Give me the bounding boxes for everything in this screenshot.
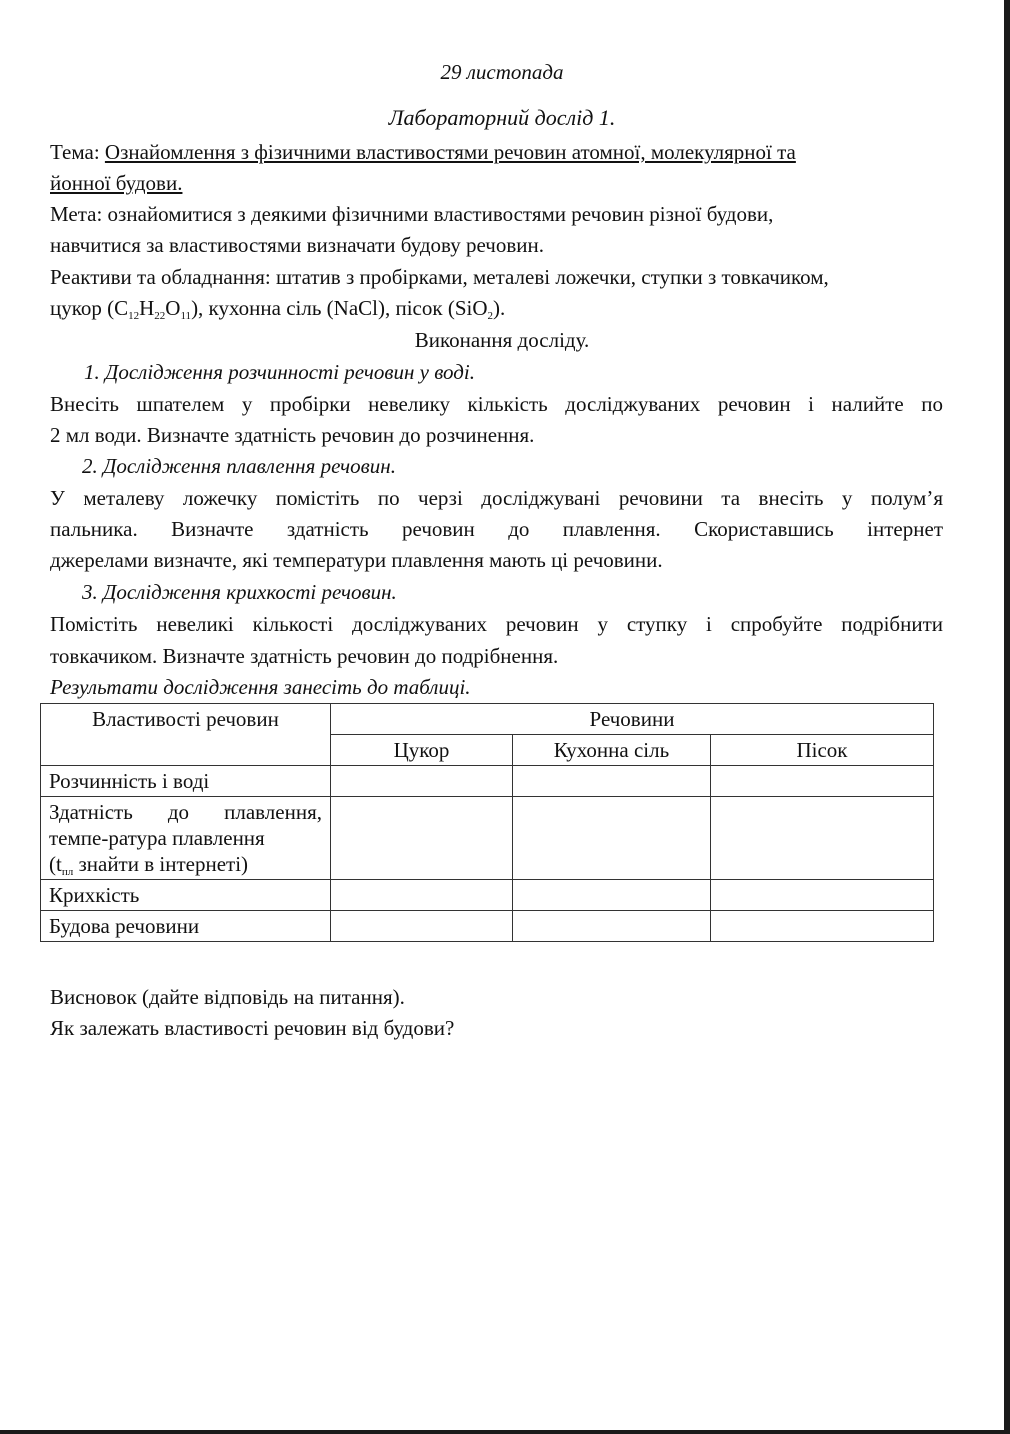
cell-solubility-sand[interactable] <box>711 766 934 797</box>
topic-label: Тема: <box>50 140 105 164</box>
melting-note-open: (t <box>49 852 62 876</box>
cell-brittleness-sugar[interactable] <box>331 880 513 911</box>
reagents-line-1: Реактиви та обладнання: штатив з пробірками, металеві ложечки, ступки з товкачиком, <box>50 265 829 289</box>
execution-title: Виконання досліду. <box>414 328 590 352</box>
page-edge-right <box>1004 0 1010 1434</box>
reagents-end: ). <box>493 296 506 320</box>
header-substances: Речовини <box>331 704 934 735</box>
carbon-subscript: 12 <box>128 310 140 322</box>
goal-line-1: Мета: ознайомитися з деякими фізичними властивостями речовин різної будови, <box>50 202 774 226</box>
row-label-structure: Будова речовини <box>41 911 331 942</box>
table-row <box>41 797 934 880</box>
reagents-prefix: цукор (C <box>50 296 129 320</box>
step-3-line-2: товкачиком. Визначте здатність речовин до подрібнення. <box>50 644 559 668</box>
page-edge-bottom <box>0 1430 1010 1434</box>
table-row <box>41 880 934 911</box>
melting-note-rest: знайти в інтернеті) <box>73 852 249 876</box>
cell-melting-salt[interactable] <box>513 797 711 880</box>
melting-note-subscript: пл <box>61 866 74 878</box>
reagents-mid: ), кухонна сіль (NaCl), пісок (SiO <box>191 296 488 320</box>
cell-structure-salt[interactable] <box>513 911 711 942</box>
step-2-line-1: У металеву ложечку помістіть по черзі досліджувані речовини та внесіть у полум’я <box>50 486 943 510</box>
date: 29 листопада <box>440 60 564 84</box>
step-1-title: 1. Дослідження розчинності речовин у воді. <box>84 360 475 384</box>
step-1-line-2: 2 мл води. Визначте здатність речовин до розчинення. <box>50 423 535 447</box>
cell-solubility-salt[interactable] <box>513 766 711 797</box>
step-2-line-3: джерелами визначте, які температури плавлення мають ці речовини. <box>50 548 663 572</box>
silica-subscript: 2 <box>487 310 494 322</box>
cell-structure-sand[interactable] <box>711 911 934 942</box>
step-2-title: 2. Дослідження плавлення речовин. <box>82 454 396 478</box>
header-table-salt: Кухонна сіль <box>513 735 711 766</box>
table-row <box>41 911 934 942</box>
conclusion-question: Як залежать властивості речовин від будови? <box>50 1016 455 1040</box>
header-sugar: Цукор <box>331 735 513 766</box>
step-1-line-1: Внесіть шпателем у пробірки невелику кількість досліджуваних речовин і налийте по <box>50 392 943 416</box>
cell-solubility-sugar[interactable] <box>331 766 513 797</box>
cell-melting-sugar[interactable] <box>331 797 513 880</box>
hydrogen-subscript: 22 <box>154 310 166 322</box>
row-label-melting <box>41 797 331 880</box>
header-sand: Пісок <box>711 735 934 766</box>
step-2-line-2: пальника. Визначте здатність речовин до плавлення. Скориставшись інтернет <box>50 517 943 541</box>
hydrogen-symbol: H <box>139 296 155 320</box>
row-label-solubility: Розчинність і воді <box>41 766 331 797</box>
results-table <box>40 703 934 942</box>
cell-melting-sand[interactable] <box>711 797 934 880</box>
reagents-line-2 <box>50 295 505 321</box>
cell-structure-sugar[interactable] <box>331 911 513 942</box>
topic-text: Ознайомлення з фізичними властивостями речовин атомної, молекулярної та <box>104 140 796 164</box>
step-3-title: 3. Дослідження крихкості речовин. <box>82 580 397 604</box>
cell-brittleness-sand[interactable] <box>711 880 934 911</box>
conclusion-line-1: Висновок (дайте відповідь на питання). <box>50 985 405 1009</box>
cell-brittleness-salt[interactable] <box>513 880 711 911</box>
header-properties: Властивості речовин <box>41 704 331 766</box>
oxygen-subscript: 11 <box>180 310 192 322</box>
results-note: Результати дослідження занесіть до таблиці. <box>50 675 471 699</box>
step-3-line-1: Помістіть невеликі кількості досліджуваних речовин у ступку і спробуйте подрібнити <box>50 612 943 636</box>
table-row <box>41 766 934 797</box>
oxygen-symbol: O <box>165 296 181 320</box>
topic-line-2: йонної будови. <box>50 171 183 195</box>
goal-line-2: навчитися за властивостями визначати будову речовин. <box>50 233 544 257</box>
melting-label-text: Здатність до плавлення, темпе-ратура плавлення <box>49 800 322 850</box>
row-label-brittleness: Крихкість <box>41 880 331 911</box>
lab-heading: Лабораторний дослід 1. <box>388 105 616 130</box>
table-header-row <box>41 704 934 735</box>
topic-line-1 <box>50 139 796 165</box>
